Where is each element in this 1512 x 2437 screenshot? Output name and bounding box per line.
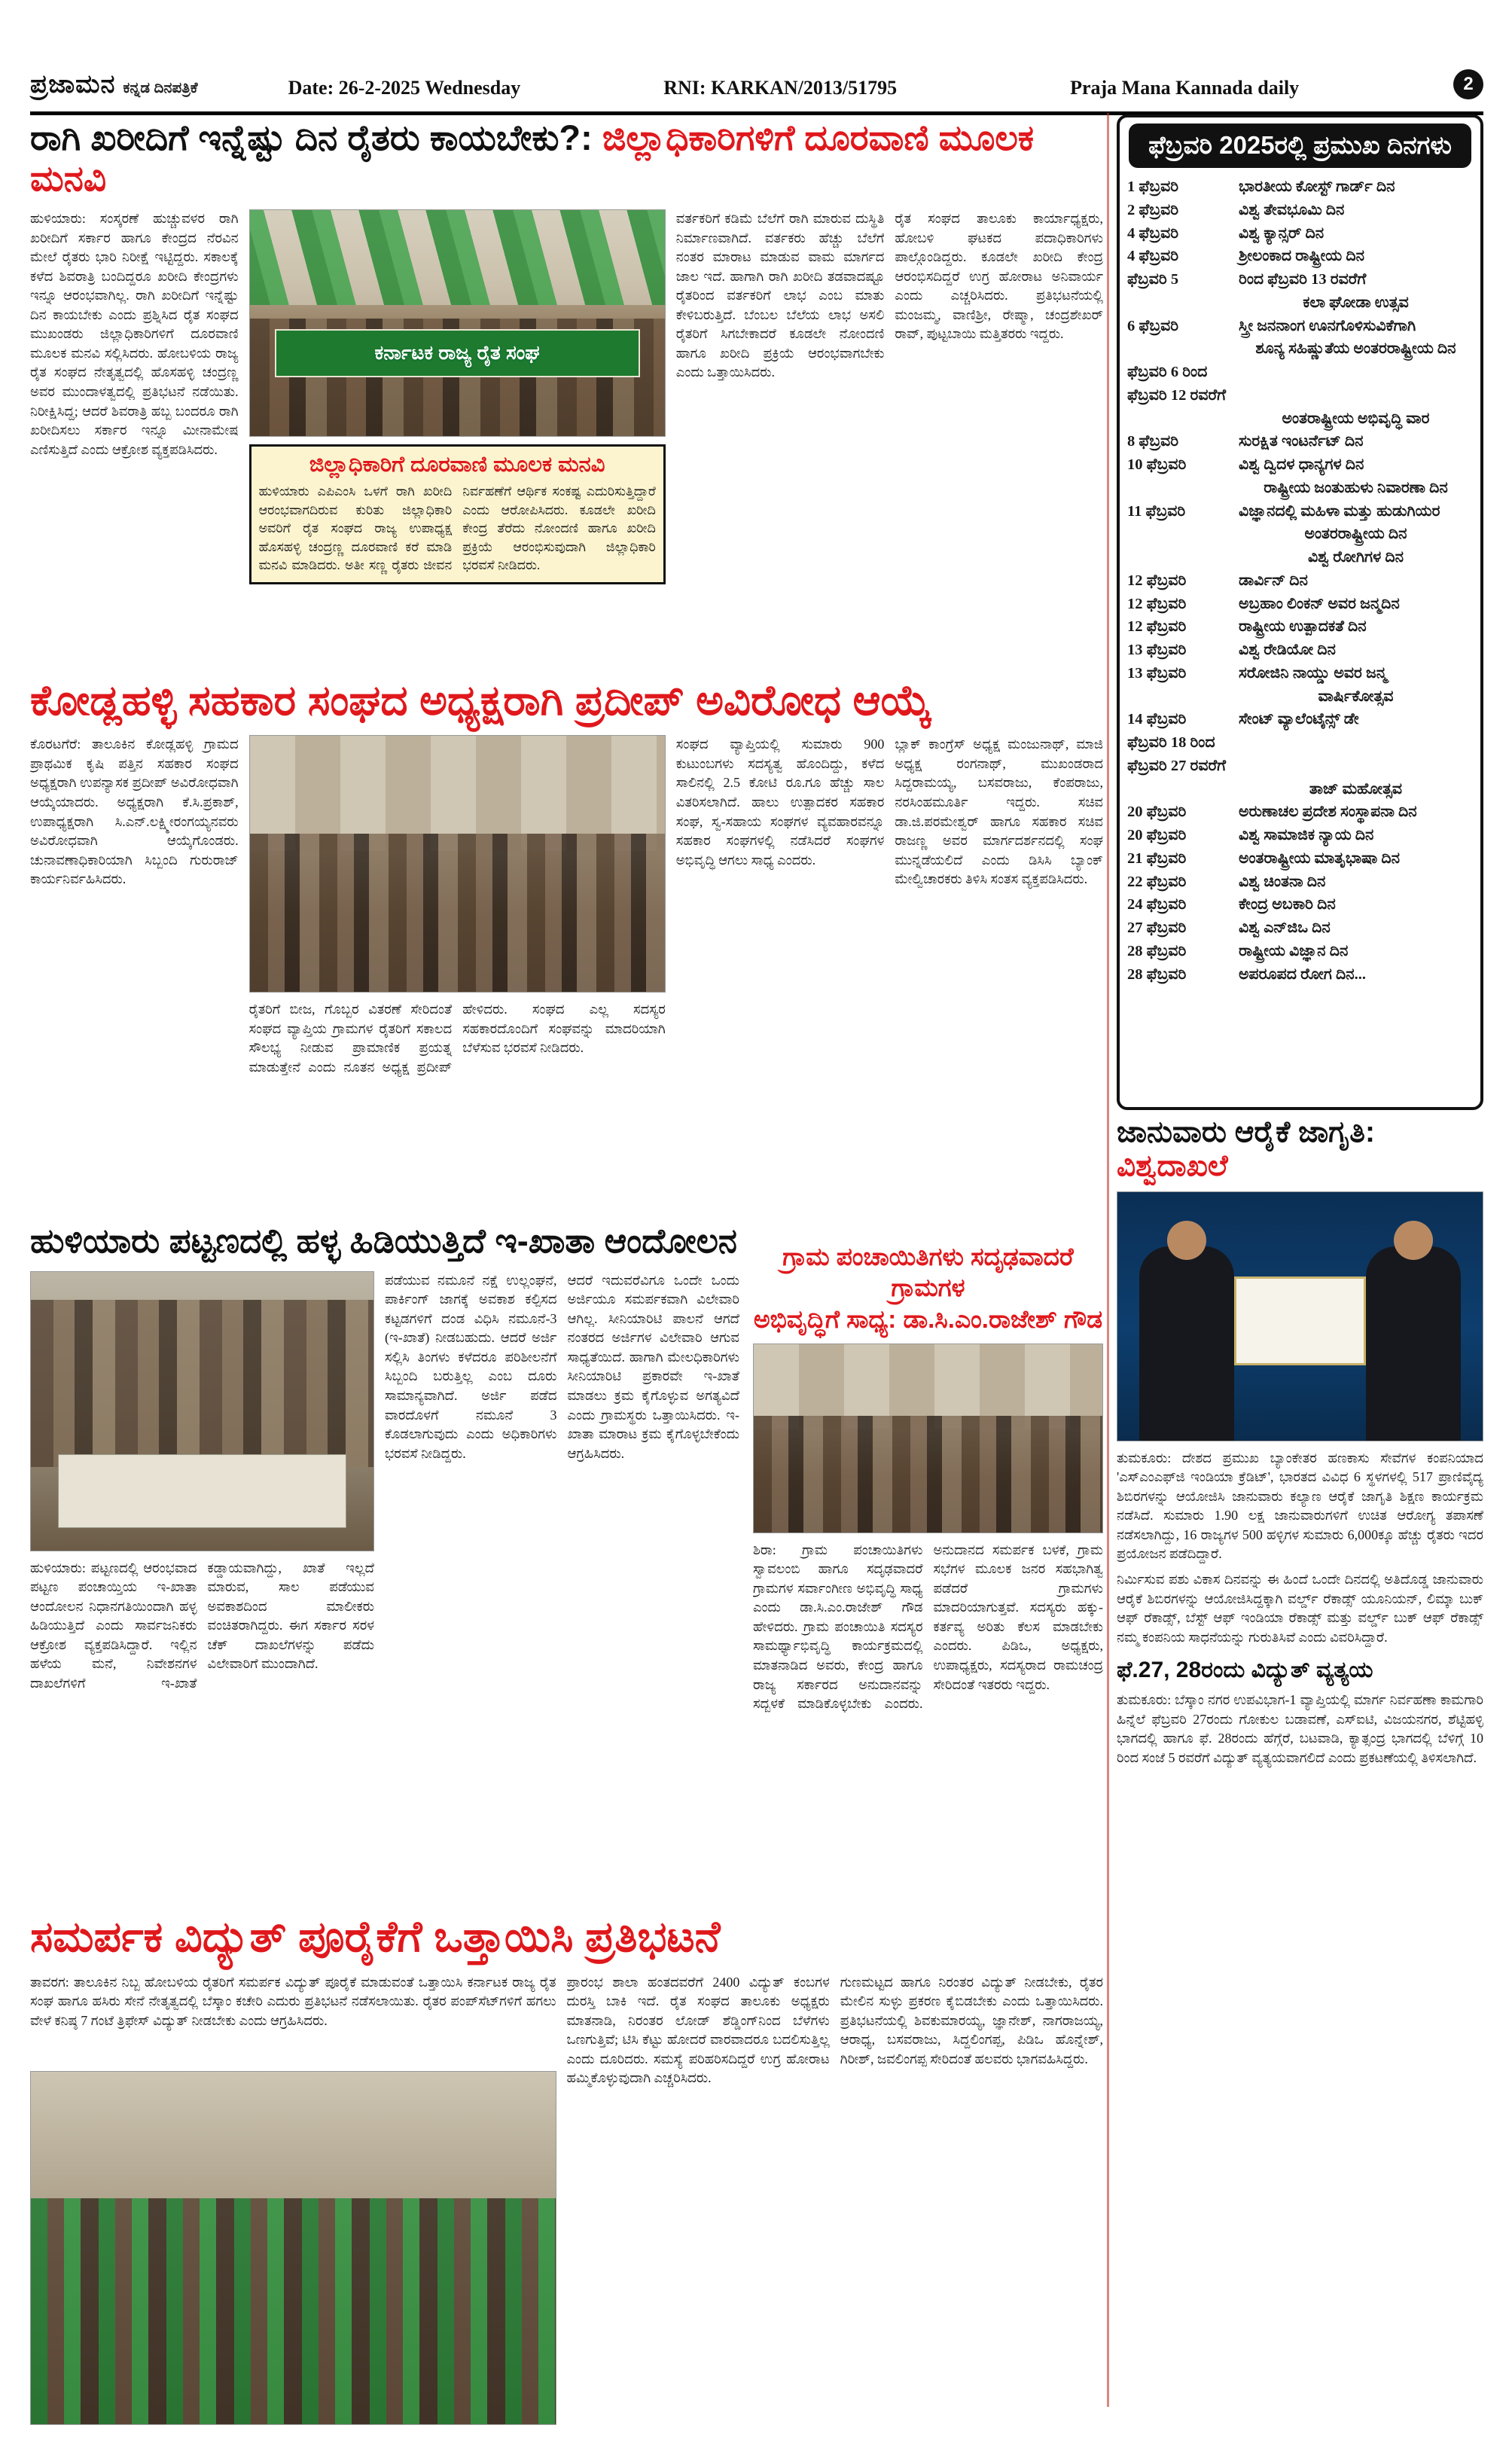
february-day-row (1127, 291, 1473, 315)
panchayat-members-photo (753, 1344, 1103, 1533)
day-event (1239, 361, 1473, 407)
day-event: ಶ್ರೀಲಂಕಾದ ರಾಷ್ಟ್ರೀಯ ದಿನ (1239, 248, 1364, 265)
day-date: 14 ಫೆಬ್ರವರಿ (1127, 711, 1187, 728)
february-day-row (1127, 801, 1473, 824)
day-date (1127, 685, 1239, 709)
day-event: ಅರುಣಾಚಲ ಪ್ರದೇಶ ಸಂಸ್ಥಾಪನಾ ದಿನ (1239, 804, 1417, 821)
day-event: ವಾರ್ಷಿಕೋತ್ಸವ (1318, 688, 1394, 705)
day-date: ಫೆಬ್ರವರಿ 6 ರಿಂದ ಫೆಬ್ರವರಿ 12 ರವರೆಗೆ (1127, 364, 1227, 404)
protest-photo (30, 2071, 556, 2425)
article-ragi-col3: ವರ್ತಕರಿಗೆ ಕಡಿಮೆ ಬೆಲೆಗೆ ರಾಗಿ ಮಾರುವ ದುಸ್ಥಿತಿ ನಿರ್ಮಾಣವಾಗಿದೆ. ವರ್ತಕರು ಹೆಚ್ಚು ಬೆಲೆಗೆ ನಂತರ ಮಾರಾಟ ಮಾಡುವ ವಾಮ ಮಾರ್ಗದ ಜಾಲ ಇದೆ. ಹಾಗಾಗಿ ರಾಗಿ ಖರೀದಿ ತಡವಾದಷ್ಟೂ ರೈತರಿಂದ ವರ್ತಕರಿಗೆ ಲಾಭ ಎಂಬ ಮಾತು ಕೇಳಿಬರುತ್ತಿದೆ. ಬೆಂಬಲ ಬೆಲೆಯ ಲಾಭ ಅಸಲಿ ರೈತರಿಗೆ ಸಿಗಬೇಕಾದರೆ ಕೂಡಲೇ ನೋಂದಣಿ ಹಾಗೂ ಖರೀದಿ ಪ್ರಕ್ರಿಯೆ ಆರಂಭವಾಗಬೇಕು ಎಂದು ಒತ್ತಾಯಿಸಿದರು. (675, 211, 885, 380)
february-day-row (1127, 940, 1473, 963)
day-event: ತಾಜ್ ಮಹೋತ್ಸವ (1309, 780, 1403, 798)
february-day-row (1127, 824, 1473, 847)
february-day-row (1127, 245, 1473, 268)
day-event: ಡಾರ್ವಿನ್ ದಿನ (1239, 572, 1308, 589)
article-kodlahalli-col4: ಬ್ಲಾಕ್ ಕಾಂಗ್ರೆಸ್ ಅಧ್ಯಕ್ಷ ಮಂಜುನಾಥ್, ಮಾಜಿ ಅಧ್ಯಕ್ಷ ರಂಗನಾಥ್, ಮುಖಂಡರಾದ ಸಿದ್ದರಾಮಯ್ಯ, ಬಸವರಾಜು, ಕೆಂಪರಾಜು, ನರಸಿಂಹಮೂರ್ತಿ ಇದ್ದರು. ಸಚಿವ ಡಾ.ಜಿ.ಪರಮೇಶ್ವರ್ ಹಾಗೂ ಸಹಕಾರ ಸಚಿವ ರಾಜಣ್ಣ ಅವರ ಮಾರ್ಗದರ್ಶನದಲ್ಲಿ ಸಂಘ ಮುನ್ನಡೆಯಲಿದೆ ಎಂದು ಡಿಸಿಸಿ ಬ್ಯಾಂಕ್ ಮೇಲ್ವಿಚಾರಕರು ತಿಳಿಸಿ ಸಂತಸ ವ್ಯಕ್ತಪಡಿಸಿದರು. (895, 737, 1103, 887)
article-vidyut-protest (30, 1913, 1103, 2425)
day-date: 8 ಫೆಬ್ರವರಿ (1127, 433, 1179, 450)
february-day-row (1127, 593, 1473, 616)
february-day-row (1127, 569, 1473, 593)
day-date: 28 ಫೆಬ್ರವರಿ (1127, 965, 1187, 983)
article-ragi-purchase (30, 117, 1103, 710)
manavi-box-text: ಹುಳಿಯಾರು ಎಪಿಎಂಸಿ ಒಳಗೆ ರಾಗಿ ಖರೀದಿ ಆರಂಭವಾಗದಿರುವ ಕುರಿತು ಜಿಲ್ಲಾಧಿಕಾರಿ ಅವರಿಗೆ ರೈತ ಸಂಘದ ರಾಜ್ಯ ಉಪಾಧ್ಯಕ್ಷ ಹೊಸಹಳ್ಳಿ ಚಂದ್ರಣ್ಣ ದೂರವಾಣಿ ಕರೆ ಮಾಡಿ ಮನವಿ ಮಾಡಿದರು. ಅತೀ ಸಣ್ಣ ರೈತರು ಜೀವನ ನಿರ್ವಹಣೆಗೆ ಆರ್ಥಿಕ ಸಂಕಷ್ಟ ಎದುರಿಸುತ್ತಿದ್ದಾರೆ ಎಂದು ಆರೋಪಿಸಿದರು. ಕೂಡಲೇ ಖರೀದಿ ಕೇಂದ್ರ ತೆರೆದು ನೋಂದಣಿ ಹಾಗೂ ಖರೀದಿ ಪ್ರಕ್ರಿಯೆ ಆರಂಭಿಸುವುದಾಗಿ ಜಿಲ್ಲಾಧಿಕಾರಿ ಭರವಸೆ ನೀಡಿದರು. (258, 483, 656, 573)
day-event: ಅಂತರಾಷ್ಟ್ರೀಯ ಮಾತೃಭಾಷಾ ದಿನ (1239, 849, 1401, 867)
february-days-list (1127, 175, 1473, 986)
page-number-badge: 2 (1453, 69, 1483, 99)
day-event: ವಿಶ್ವ ಚಿಂತನಾ ದಿನ (1239, 873, 1326, 890)
article-kodlahalli-midtext: ರೈತರಿಗೆ ಬೀಜ, ಗೊಬ್ಬರ ವಿತರಣೆ ಸೇರಿದಂತೆ ಸಂಘದ ವ್ಯಾಪ್ತಿಯ ಗ್ರಾಮಗಳ ರೈತರಿಗೆ ಸಕಾಲದ ಸೌಲಭ್ಯ ನೀಡುವ ಪ್ರಾಮಾಣಿಕ ಪ್ರಯತ್ನ ಮಾಡುತ್ತೇನೆ ಎಂದು ನೂತನ ಅಧ್ಯಕ್ಷ ಪ್ರದೀಪ್ ಹೇಳಿದರು. ಸಂಘದ ಎಲ್ಲ ಸದಸ್ಯರ ಸಹಕಾರದೊಂದಿಗೆ ಸಂಘವನ್ನು ಮಾದರಿಯಾಗಿ ಬೆಳೆಸುವ ಭರವಸೆ ನೀಡಿದರು. (248, 1002, 666, 1075)
february-day-row (1127, 337, 1473, 361)
february-day-row (1127, 546, 1473, 569)
article-ekhata (30, 1222, 739, 1890)
green-shawl-crowd-graphic (31, 2198, 556, 2424)
record-certificate-photo (1117, 1191, 1483, 1441)
article-ekhata-midtext: ಹುಳಿಯಾರು: ಪಟ್ಟಣದಲ್ಲಿ ಆರಂಭವಾದ ಪಟ್ಟಣ ಪಂಚಾಯ್ತಿಯ ಇ-ಖಾತಾ ಆಂದೋಲನ ನಿಧಾನಗತಿಯಿಂದಾಗಿ ಹಳ್ಳ ಹಿಡಿಯುತ್ತಿದೆ ಎಂದು ಸಾರ್ವಜನಿಕರು ಆಕ್ರೋಶ ವ್ಯಕ್ತಪಡಿಸಿದ್ದಾರೆ. ಇಲ್ಲಿನ ಹಳೆಯ ಮನೆ, ನಿವೇಶನಗಳ ದಾಖಲೆಗಳಿಗೆ ಇ-ಖಾತೆ ಕಡ್ಡಾಯವಾಗಿದ್ದು, ಖಾತೆ ಇಲ್ಲದೆ ಮಾರುವ, ಸಾಲ ಪಡೆಯುವ ಅವಕಾಶದಿಂದ ಮಾಲೀಕರು ವಂಚಿತರಾಗಿದ್ದರು. ಈಗ ಸರ್ಕಾರ ಸರಳ ಚೆಕ್ ದಾಖಲೆಗಳನ್ನು ಪಡೆದು ವಿಲೇವಾರಿಗೆ ಮುಂದಾಗಿದೆ. (30, 1560, 374, 1691)
day-date (1127, 778, 1239, 801)
day-date: 1 ಫೆಬ್ರವರಿ (1127, 178, 1179, 195)
article-world-record (1117, 1116, 1483, 1768)
rni-number: RNI: KARKAN/2013/51795 (663, 77, 898, 99)
february-day-row (1127, 175, 1473, 199)
article-vidyut-intro: ತಾವರಗ: ತಾಲೂಕಿನ ನಿಬ್ಬ ಹೋಬಳಿಯ ರೈತರಿಗೆ ಸಮರ್ಪಕ ವಿದ್ಯುತ್ ಪೂರೈಕೆ ಮಾಡುವಂತೆ ಒತ್ತಾಯಿಸಿ ಕರ್ನಾಟಕ ರಾಜ್ಯ ರೈತ ಸಂಘ ಹಾಗೂ ಹಸಿರು ಸೇನೆ ನೇತೃತ್ವದಲ್ಲಿ ಬೆಸ್ಕಾಂ ಕಚೇರಿ ಎದುರು ಪ್ರತಿಭಟನೆ ನಡೆಸಲಾಯಿತು. ರೈತರ ಪಂಪ್‌ಸೆಟ್‌ಗಳಿಗೆ ಹಗಲು ವೇಳೆ ಕನಿಷ್ಠ 7 ಗಂಟೆ ತ್ರಿಫೇಸ್ ವಿದ್ಯುತ್ ನೀಡಬೇಕು ಎಂದು ಆಗ್ರಹಿಸಿದರು. (30, 1974, 556, 2028)
day-event: ಭಾರತೀಯ ಕೋಸ್ಟ್ ಗಾರ್ಡ್ ದಿನ (1239, 178, 1395, 195)
day-event: ಸೇಂಟ್ ವ್ಯಾಲೆಂಟೈನ್ಸ್ ಡೇ (1239, 711, 1359, 728)
day-event: ಕೇಂದ್ರ ಅಬಕಾರಿ ದಿನ (1239, 896, 1336, 913)
february-day-row (1127, 523, 1473, 546)
day-event: ವಿಶ್ವ ರೇಡಿಯೋ ದಿನ (1239, 642, 1336, 658)
day-event: ಅಪರೂಪದ ರೋಗ ದಿನ... (1239, 965, 1366, 983)
february-day-row (1127, 268, 1473, 291)
members-graphic (754, 1416, 1102, 1533)
article-ekhata-headline: ಹುಳಿಯಾರು ಪಟ್ಟಣದಲ್ಲಿ ಹಳ್ಳ ಹಿಡಿಯುತ್ತಿದೆ ಇ-ಖಾತಾ ಆಂದೋಲನ (30, 1222, 737, 1260)
day-date: 12 ಫೆಬ್ರವರಿ (1127, 595, 1187, 612)
manavi-box (249, 444, 666, 584)
day-event: ವಿಶ್ವ ತೇವಭೂಮಿ ದಿನ (1239, 201, 1345, 218)
february-day-row (1127, 685, 1473, 709)
february-day-row (1127, 731, 1473, 778)
newspaper-logo (30, 70, 198, 99)
february-day-row (1127, 639, 1473, 662)
power-cut-subheadline: ಫೆ.27, 28ರಂದು ವಿದ್ಯುತ್ ವ್ಯತ್ಯಯ (1117, 1658, 1373, 1683)
day-event: ರಿಂದ ಫೆಬ್ರವರಿ 13 ರವರೆಗೆ (1239, 271, 1367, 288)
day-date: 13 ಫೆಬ್ರವರಿ (1127, 642, 1187, 658)
day-date: 12 ಫೆಬ್ರವರಿ (1127, 618, 1187, 636)
day-event: ವಿಶ್ವ ಕ್ಯಾನ್ಸರ್ ದಿನ (1239, 224, 1325, 242)
coop-group-photo (249, 735, 666, 993)
article-kodlahalli-col1: ಕೊರಟಗೆರೆ: ತಾಲೂಕಿನ ಕೋಡ್ಲಹಳ್ಳಿ ಗ್ರಾಮದ ಪ್ರಾಥಮಿಕ ಕೃಷಿ ಪತ್ತಿನ ಸಹಕಾರ ಸಂಘದ ಅಧ್ಯಕ್ಷರಾಗಿ ಉಪನ್ಯಾಸಕ ಪ್ರದೀಪ್ ಅವಿರೋಧವಾಗಿ ಆಯ್ಕೆಯಾದರು. ಅಧ್ಯಕ್ಷರಾಗಿ ಕೆ.ಸಿ.ಪ್ರಕಾಶ್, ಉಪಾಧ್ಯಕ್ಷರಾಗಿ ಸಿ.ಎನ್.ಲಕ್ಷ್ಮೀರಂಗಯ್ಯನವರು ಅವಿರೋಧವಾಗಿ ಆಯ್ಕೆಗೊಂಡರು. ಚುನಾವಣಾಧಿಕಾರಿಯಾಗಿ ಸಿಬ್ಬಂದಿ ಗುರುರಾಜ್ ಕಾರ್ಯನಿರ್ವಹಿಸಿದರು. (30, 737, 239, 887)
day-event: ಅಬ್ರಹಾಂ ಲಿಂಕನ್ ಅವರ ಜನ್ಮದಿನ (1239, 595, 1400, 612)
executive-left-graphic (1139, 1246, 1234, 1440)
article-ragi-headline: ರಾಗಿ ಖರೀದಿಗೆ ಇನ್ನೆಷ್ಟು ದಿನ ರೈತರು ಕಾಯಬೇಕು?: ಜಿಲ್ಲಾಧಿಕಾರಿಗಳಿಗೆ ದೂರವಾಣಿ ಮೂಲಕ ಮನವಿ (30, 117, 1034, 199)
day-date: 10 ಫೆಬ್ರವರಿ (1127, 456, 1187, 473)
certificate-graphic (1234, 1276, 1366, 1365)
article-ekhata-col3: ಆದರೆ ಇದುವರೆವಿಗೂ ಒಂದೇ ಒಂದು ಅರ್ಜಿಯೂ ಸಮರ್ಪಕವಾಗಿ ವಿಲೇವಾರಿ ಆಗಿಲ್ಲ. ಸೀನಿಯಾರಿಟಿ ಪಾಲನೆ ಆಗದೆ ನಂತರದ ಅರ್ಜಿಗಳ ವಿಲೇವಾರಿ ಆಗುವ ಸಾಧ್ಯತೆಯಿದೆ. ಹಾಗಾಗಿ ಮೇಲಧಿಕಾರಿಗಳು ಸೀನಿಯಾರಿಟಿ ಪ್ರಕಾರವೇ ಇ-ಖಾತೆ ಮಾಡಲು ಕ್ರಮ ಕೈಗೊಳ್ಳುವ ಅಗತ್ಯವಿದೆ ಎಂದು ಗ್ರಾಮಸ್ಥರು ಒತ್ತಾಯಿಸಿದರು. ಇ-ಖಾತಾ ಮಾರಾಟ ಕ್ರಮ ಕೈಗೊಳ್ಳಬೇಕೆಂದು ಆಗ್ರಹಿಸಿದರು. (567, 1272, 739, 1461)
documents-table-graphic (58, 1454, 346, 1528)
green-flags-graphic (250, 210, 665, 305)
article-kodlahalli-col3: ಸಂಘದ ವ್ಯಾಪ್ತಿಯಲ್ಲಿ ಸುಮಾರು 900 ಕುಟುಂಬಗಳು ಸದಸ್ಯತ್ವ ಹೊಂದಿದ್ದು, ಕಳೆದ ಸಾಲಿನಲ್ಲಿ 2.5 ಕೋಟಿ ರೂ.ಗೂ ಹೆಚ್ಚು ಸಾಲ ವಿತರಿಸಲಾಗಿದೆ. ಹಾಲು ಉತ್ಪಾದಕರ ಸಹಕಾರ ಸಂಘ, ಸ್ವ-ಸಹಾಯ ಸಂಘಗಳ ವ್ಯವಹಾರವನ್ನೂ ಸಹಕಾರ ಸಂಘಗಳಲ್ಲಿ ನಡೆಸಿದರೆ ಸಂಘಗಳ ಅಭಿವೃದ್ಧಿ ಆಗಲು ಸಾಧ್ಯ ಎಂದರು. (675, 737, 885, 868)
article-ekhata-col2: ಪಡೆಯುವ ನಮೂನೆ ನಕ್ಷೆ ಉಲ್ಲಂಘನೆ, ಪಾರ್ಕಿಂಗ್ ಜಾಗಕ್ಕೆ ಅವಕಾಶ ಕಲ್ಪಿಸದ ಕಟ್ಟಡಗಳಿಗೆ ದಂಡ ವಿಧಿಸಿ ನಮೂನೆ-3 (ಇ-ಖಾತೆ) ನೀಡಬಹುದು. ಆದರೆ ಅರ್ಜಿ ಸಲ್ಲಿಸಿ ತಿಂಗಳು ಕಳೆದರೂ ಪರಿಶೀಲನೆಗೆ ಸಿಬ್ಬಂದಿ ಬರುತ್ತಿಲ್ಲ ಎಂಬ ದೂರು ಸಾಮಾನ್ಯವಾಗಿದೆ. ಅರ್ಜಿ ಪಡೆದ ವಾರದೊಳಗೆ ನಮೂನೆ 3 ಕೊಡಲಾಗುವುದು ಎಂದು ಅಧಿಕಾರಿಗಳು ಭರವಸೆ ನೀಡಿದ್ದರು. (385, 1272, 557, 1461)
day-event: ಸರೋಜಿನಿ ನಾಯ್ಡು ಅವರ ಜನ್ಮ (1239, 664, 1387, 682)
february-day-row (1127, 453, 1473, 477)
day-date (1127, 477, 1239, 500)
article-ragi-col4: ರೈತ ಸಂಘದ ತಾಲೂಕು ಕಾರ್ಯಾಧ್ಯಕ್ಷರು, ಹೋಬಳಿ ಘಟಕದ ಪದಾಧಿಕಾರಿಗಳು ಪಾಲ್ಗೊಂಡಿದ್ದರು. ಕೂಡಲೇ ಖರೀದಿ ಕೇಂದ್ರ ಆರಂಭಿಸದಿದ್ದರೆ ಉಗ್ರ ಹೋರಾಟ ಅನಿವಾರ್ಯ ಎಂದು ಎಚ್ಚರಿಸಿದರು. ಪ್ರತಿಭಟನೆಯಲ್ಲಿ ಮಂಜಮ್ಮ, ವಾಣಿಶ್ರೀ, ರೇಷ್ಮಾ, ಚಂದ್ರಶೇಖರ್ ರಾವ್, ಪುಟ್ಟಬಾಯಿ ಮತ್ತಿತರರು ಇದ್ದರು. (895, 211, 1103, 342)
raitha-sangha-banner: ಕರ್ನಾಟಕ ರಾಜ್ಯ ರೈತ ಸಂಘ (275, 329, 640, 377)
february-day-row (1127, 430, 1473, 453)
day-date (1127, 291, 1239, 315)
logo-kannada: ಪ್ರಜಾಮನ (30, 70, 116, 99)
february-day-row (1127, 708, 1473, 731)
manavi-box-title: ಜಿಲ್ಲಾಧಿಕಾರಿಗೆ ದೂರವಾಣಿ ಮೂಲಕ ಮನವಿ (309, 453, 605, 477)
february-day-row (1127, 662, 1473, 685)
february-day-row (1127, 893, 1473, 917)
day-event: ರಾಷ್ಟ್ರೀಯ ಜಂತುಹುಳು ನಿವಾರಣಾ ದಿನ (1264, 479, 1448, 496)
ekhata-signing-photo (30, 1271, 374, 1551)
article-vidyut-headline: ಸಮರ್ಪಕ ವಿದ್ಯುತ್ ಪೂರೈಕೆಗೆ ಒತ್ತಾಯಿಸಿ ಪ್ರತಿಭಟನೆ (30, 1913, 721, 1961)
article-record-para2: ನಿರ್ಮಿಸುವ ಪಶು ವಿಕಾಸ ದಿನವನ್ನು ಈ ಹಿಂದೆ ಒಂದೇ ದಿನದಲ್ಲಿ ಅತಿದೊಡ್ಡ ಜಾನುವಾರು ಆರೈಕೆ ಶಿಬಿರಗಳನ್ನು ಆಯೋಜಿಸಿದ್ದಕ್ಕಾಗಿ ವರ್ಲ್ಡ್ ರೆಕಾಡ್ಸ್ ಯೂನಿಯನ್, ಲಿಮ್ಕಾ ಬುಕ್ ಆಫ್ ರೆಕಾಡ್ಸ್, ಬೆಸ್ಟ್ ಆಫ್ ಇಂಡಿಯಾ ರೆಕಾಡ್ಸ್ ಮತ್ತು ವರ್ಲ್ಡ್ ಬುಕ್ ಆಫ್ ರೆಕಾಡ್ಸ್ ನಮ್ಮ ಕಂಪನಿಯ ಸಾಧನೆಯನ್ನು ಗುರುತಿಸಿವೆ ಎಂದು ವಿವರಿಸಿದ್ದಾರೆ. (1117, 1571, 1483, 1645)
masthead-english: Praja Mana Kannada daily (1070, 77, 1300, 99)
february-day-row (1127, 500, 1473, 523)
february-day-row (1127, 847, 1473, 871)
day-date: ಫೆಬ್ರವರಿ 5 (1127, 271, 1179, 288)
day-event: ವಿಶ್ವ ಎನ್‌ಜಿಒ ದಿನ (1239, 920, 1331, 936)
day-event: ಅಂತರಾಷ್ಟ್ರೀಯ ಅಭಿವೃದ್ಧಿ ವಾರ (1282, 410, 1430, 427)
february-days-box (1117, 114, 1483, 1110)
day-date: 24 ಫೆಬ್ರವರಿ (1127, 896, 1187, 913)
day-date: 2 ಫೆಬ್ರವರಿ (1127, 201, 1179, 218)
executive-right-graphic (1366, 1246, 1461, 1440)
article-kodlahalli-headline: ಕೋಡ್ಲಹಳ್ಳಿ ಸಹಕಾರ ಸಂಘದ ಅಧ್ಯಕ್ಷರಾಗಿ ಪ್ರದೀಪ್ ಅವಿರೋಧ ಆಯ್ಕೆ (30, 676, 932, 724)
february-day-row (1127, 871, 1473, 894)
day-date: 22 ಫೆಬ್ರವರಿ (1127, 873, 1187, 890)
day-event: ರಾಷ್ಟ್ರೀಯ ವಿಜ್ಞಾನ ದಿನ (1239, 942, 1349, 959)
day-date: ಫೆಬ್ರವರಿ 18 ರಿಂದ ಫೆಬ್ರವರಿ 27 ರವರೆಗೆ (1127, 734, 1227, 774)
day-date: 20 ಫೆಬ್ರವರಿ (1127, 827, 1187, 843)
day-event: ರಾಷ್ಟ್ರೀಯ ಉತ್ಪಾದಕತೆ ದಿನ (1239, 618, 1367, 636)
article-record-para1: ತುಮಕೂರು: ದೇಶದ ಪ್ರಮುಖ ಬ್ಯಾಂಕೇತರ ಹಣಕಾಸು ಸೇವೆಗಳ ಕಂಪನಿಯಾದ 'ಎಸ್‌ಎಂಎಫ್‌ಜಿ ಇಂಡಿಯಾ ಕ್ರೆಡಿಟ್', ಭಾರತದ ವಿವಿಧ 6 ಸ್ಥಳಗಳಲ್ಲಿ 517 ಪ್ರಾಣಿವೈದ್ಯ ಶಿಬಿರಗಳನ್ನು ಆಯೋಜಿಸಿ ಜಾನುವಾರು ಕಲ್ಯಾಣ ಆರೈಕೆ ಜಾಗೃತಿ ಶಿಕ್ಷಣ ಕಾರ್ಯಕ್ರಮ ನಡೆಸಿದೆ. ಸುಮಾರು 1.90 ಲಕ್ಷ ಜಾನುವಾರುಗಳಿಗೆ ಉಚಿತ ಆರೋಗ್ಯ ತಪಾಸಣೆ ನಡೆಸಲಾಗಿದ್ದು, 16 ರಾಜ್ಯಗಳ 500 ಹಳ್ಳಿಗಳ ಸುಮಾರು 6,000ಕ್ಕೂ ಹೆಚ್ಚು ರೈತರು ಇದರ ಪ್ರಯೋಜನ ಪಡೆದಿದ್ದಾರೆ. (1117, 1450, 1483, 1562)
february-day-row (1127, 917, 1473, 940)
day-event: ವಿಶ್ವ ಸಾಮಾಜಿಕ ನ್ಯಾಯ ದಿನ (1239, 827, 1374, 843)
group-people-graphic (250, 834, 665, 993)
article-grama-headline: ಗ್ರಾಮ ಪಂಚಾಯಿತಿಗಳು ಸದೃಢವಾದರೆ ಗ್ರಾಮಗಳ ಅಭಿವೃದ್ಧಿಗೆ ಸಾಧ್ಯ: ಡಾ.ಸಿ.ಎಂ.ರಾಜೇಶ್ ಗೌಡ (753, 1243, 1103, 1333)
day-event: ವಿಶ್ವ ರೋಗಿಗಳ ದಿನ (1307, 549, 1404, 566)
day-date: 4 ಫೆಬ್ರವರಿ (1127, 248, 1179, 265)
farmers-protest-photo (249, 209, 666, 437)
day-date: 28 ಫೆಬ್ರವರಿ (1127, 942, 1187, 959)
february-day-row (1127, 315, 1473, 338)
day-date: 4 ಫೆಬ್ರವರಿ (1127, 224, 1179, 242)
residents-graphic (31, 1300, 373, 1467)
day-date: 11 ಫೆಬ್ರವರಿ (1127, 502, 1186, 520)
day-date (1127, 337, 1239, 361)
day-date: 21 ಫೆಬ್ರವರಿ (1127, 849, 1187, 867)
day-date (1127, 523, 1239, 546)
february-day-row (1127, 222, 1473, 246)
article-vidyut-col4: ಗುಣಮಟ್ಟದ ಹಾಗೂ ನಿರಂತರ ವಿದ್ಯುತ್ ನೀಡಬೇಕು, ರೈತರ ಮೇಲಿನ ಸುಳ್ಳು ಪ್ರಕರಣ ಕೈಬಿಡಬೇಕು ಎಂದು ಒತ್ತಾಯಿಸಿದರು. ಪ್ರತಿಭಟನೆಯಲ್ಲಿ ಶಿವಕುಮಾರಯ್ಯ, ಜ್ಞಾನೇಶ್, ನಾಗರಾಜಯ್ಯ, ಆರಾಧ್ಯ, ಬಸವರಾಜು, ಸಿದ್ದಲಿಂಗಪ್ಪ, ಪಿಡಿಒ ಹೊನ್ನೇಶ್, ಗಿರೀಶ್, ಜವಲಿಂಗಪ್ಪ ಸೇರಿದಂತೆ ಹಲವರು ಭಾಗವಹಿಸಿದ್ದರು. (840, 1974, 1103, 2066)
day-event: ಶೂನ್ಯ ಸಹಿಷ್ಣುತೆಯ ಅಂತರರಾಷ್ಟ್ರೀಯ ದಿನ (1255, 340, 1456, 358)
day-event: ವಿಶ್ವ ದ್ವಿದಳ ಧಾನ್ಯಗಳ ದಿನ (1239, 456, 1364, 473)
february-day-row (1127, 407, 1473, 431)
article-ragi-col1: ಹುಳಿಯಾರು: ಸಂಸ್ಕರಣೆ ಹುಚ್ಚುವಳರ ರಾಗಿ ಖರೀದಿಗೆ ಸರ್ಕಾರ ಹಾಗೂ ಕೇಂದ್ರದ ನೆರವಿನ ಮೇಲೆ ರೈತರು ಭಾರಿ ನಿರೀಕ್ಷೆ ಇಟ್ಟಿದ್ದರು. ಸಕಾಲಕ್ಕೆ ಕಳೆದ ಶಿವರಾತ್ರಿ ಬಂದಿದ್ದರೂ ಖರೀದಿ ಕೇಂದ್ರಗಳು ಇನ್ನೂ ಆರಂಭವಾಗಿಲ್ಲ. ರಾಗಿ ಖರೀದಿಗೆ ಇನ್ನೆಷ್ಟು ದಿನ ಕಾಯಬೇಕು ಎಂದು ಪ್ರಶ್ನಿಸಿದ ರೈತ ಸಂಘದ ಮುಖಂಡರು ಜಿಲ್ಲಾಧಿಕಾರಿಗಳಿಗೆ ದೂರವಾಣಿ ಮೂಲಕ ಮನವಿ ಸಲ್ಲಿಸಿದರು. ಹೋಬಳಿಯ ರಾಜ್ಯ ರೈತ ಸಂಘದ ನೇತೃತ್ವದಲ್ಲಿ ಹೊಸಹಳ್ಳಿ ಚಂದ್ರಣ್ಣ ಅವರ ಮುಂದಾಳತ್ವದಲ್ಲಿ ಪ್ರತಿಭಟನೆ ನಡೆಯಿತು. ನಿರೀಕ್ಷಿಸಿದ್ದ; ಆದರೆ ಶಿವರಾತ್ರಿ ಹಬ್ಬ ಬಂದರೂ ರಾಗಿ ಖರೀದಿಸಲು ಸರ್ಕಾರ ಇನ್ನೂ ಮೀನಾಮೇಷ ಎಣಿಸುತ್ತಿದೆ ಎಂದು ಆಕ್ರೋಶ ವ್ಯಕ್ತಪಡಿಸಿದರು. (30, 211, 239, 457)
day-event: ಅಂತರರಾಷ್ಟ್ರೀಯ ದಿನ (1304, 526, 1407, 543)
power-cut-text: ತುಮಕೂರು: ಬೆಸ್ಕಾಂ ನಗರ ಉಪವಿಭಾಗ-1 ವ್ಯಾಪ್ತಿಯಲ್ಲಿ ಮಾರ್ಗ ನಿರ್ವಹಣಾ ಕಾಮಗಾರಿ ಹಿನ್ನೆಲೆ ಫೆಬ್ರವರಿ 27ರಂದು ಗೋಕುಲ ಬಡಾವಣೆ, ಎಸ್‌ಐಟಿ, ವಿಜಯನಗರ, ಶೆಟ್ಟಿಹಳ್ಳಿ ಭಾಗದಲ್ಲಿ ಹಾಗೂ ಫೆ. 28ರಂದು ಹೆಗ್ಗೆರೆ, ಬಟವಾಡಿ, ಕ್ಯಾತ್ಸಂದ್ರ ಭಾಗದಲ್ಲಿ ಬೆಳಿಗ್ಗೆ 10 ರಿಂದ ಸಂಜೆ 5 ರವರೆಗೆ ವಿದ್ಯುತ್ ವ್ಯತ್ಯಯವಾಗಲಿದೆ ಎಂದು ಪ್ರಕಟಣೆಯಲ್ಲಿ ತಿಳಿಸಲಾಗಿದೆ. (1117, 1692, 1483, 1765)
february-day-row (1127, 199, 1473, 222)
day-date: 20 ಫೆಬ್ರವರಿ (1127, 804, 1187, 821)
day-date: 13 ಫೆಬ್ರವರಿ (1127, 664, 1187, 682)
february-days-title: ಫೆಬ್ರವರಿ 2025ರಲ್ಲಿ ಪ್ರಮುಖ ದಿನಗಳು (1129, 124, 1471, 168)
issue-date: Date: 26-2-2025 Wednesday (288, 77, 521, 99)
day-date (1127, 407, 1239, 431)
article-kodlahalli-coop (30, 676, 1103, 1202)
page-header (30, 69, 1483, 99)
february-day-row (1127, 963, 1473, 987)
day-event: ಸುರಕ್ಷಿತ ಇಂಟರ್ನೆಟ್ ದಿನ (1239, 433, 1364, 450)
article-record-headline: ಜಾನುವಾರು ಆರೈಕೆ ಜಾಗೃತಿ: ವಿಶ್ವದಾಖಲೆ (1117, 1116, 1375, 1182)
day-date: 6 ಫೆಬ್ರವರಿ (1127, 317, 1179, 334)
day-event: ಕಲಾ ಘೋಡಾ ಉತ್ಸವ (1303, 294, 1409, 311)
logo-subtitle: ಕನ್ನಡ ದಿನಪತ್ರಿಕೆ (123, 80, 198, 96)
day-date (1127, 546, 1239, 569)
article-grama-panchayat (753, 1241, 1103, 1932)
day-event (1239, 731, 1473, 778)
february-day-row (1127, 615, 1473, 639)
day-date: 27 ಫೆಬ್ರವರಿ (1127, 920, 1187, 936)
day-event: ವಿಜ್ಞಾನದಲ್ಲಿ ಮಹಿಳಾ ಮತ್ತು ಹುಡುಗಿಯರ (1239, 502, 1440, 520)
day-date: 12 ಫೆಬ್ರವರಿ (1127, 572, 1187, 589)
day-event: ಸ್ತ್ರೀ ಜನನಾಂಗ ಊನಗೊಳಿಸುವಿಕೆಗಾಗಿ (1239, 317, 1416, 334)
right-column-divider (1107, 113, 1109, 2407)
february-day-row (1127, 778, 1473, 801)
article-grama-text: ಶಿರಾ: ಗ್ರಾಮ ಪಂಚಾಯಿತಿಗಳು ಸ್ವಾವಲಂಬಿ ಹಾಗೂ ಸದೃಢವಾದರೆ ಗ್ರಾಮಗಳ ಸರ್ವಾಂಗೀಣ ಅಭಿವೃದ್ಧಿ ಸಾಧ್ಯ ಎಂದು ಡಾ.ಸಿ.ಎಂ.ರಾಜೇಶ್ ಗೌಡ ಹೇಳಿದರು. ಗ್ರಾಮ ಪಂಚಾಯಿತಿ ಸದಸ್ಯರ ಸಾಮರ್ಥ್ಯಾಭಿವೃದ್ಧಿ ಕಾರ್ಯಕ್ರಮದಲ್ಲಿ ಮಾತನಾಡಿದ ಅವರು, ಕೇಂದ್ರ ಹಾಗೂ ರಾಜ್ಯ ಸರ್ಕಾರದ ಅನುದಾನವನ್ನು ಸದ್ಬಳಕೆ ಮಾಡಿಕೊಳ್ಳಬೇಕು ಎಂದರು. ಅನುದಾನದ ಸಮರ್ಪಕ ಬಳಕೆ, ಗ್ರಾಮ ಸಭೆಗಳ ಮೂಲಕ ಜನರ ಸಹಭಾಗಿತ್ವ ಪಡೆದರೆ ಗ್ರಾಮಗಳು ಮಾದರಿಯಾಗುತ್ತವೆ. ಸದಸ್ಯರು ಹಕ್ಕು-ಕರ್ತವ್ಯ ಅರಿತು ಕೆಲಸ ಮಾಡಬೇಕು ಎಂದರು. ಪಿಡಿಒ, ಅಧ್ಯಕ್ಷರು, ಉಪಾಧ್ಯಕ್ಷರು, ಸದಸ್ಯರಾದ ರಾಮಚಂದ್ರ ಸೇರಿದಂತೆ ಇತರರು ಇದ್ದರು. (753, 1542, 1103, 1712)
february-day-row (1127, 477, 1473, 500)
february-day-row (1127, 361, 1473, 407)
article-vidyut-col3: ಪ್ರಾರಂಭ ಶಾಲಾ ಹಂತದವರೆಗೆ 2400 ವಿದ್ಯುತ್ ಕಂಬಗಳ ದುರಸ್ತಿ ಬಾಕಿ ಇದೆ. ರೈತ ಸಂಘದ ತಾಲೂಕು ಅಧ್ಯಕ್ಷರು ಮಾತನಾಡಿ, ನಿರಂತರ ಲೋಡ್ ಶೆಡ್ಡಿಂಗ್‌ನಿಂದ ಬೆಳೆಗಳು ಒಣಗುತ್ತಿವೆ; ಟಿಸಿ ಕೆಟ್ಟು ಹೋದರೆ ವಾರವಾದರೂ ಬದಲಿಸುತ್ತಿಲ್ಲ ಎಂದು ದೂರಿದರು. ಸಮಸ್ಯೆ ಪರಿಹರಿಸದಿದ್ದರೆ ಉಗ್ರ ಹೋರಾಟ ಹಮ್ಮಿಕೊಳ್ಳುವುದಾಗಿ ಎಚ್ಚರಿಸಿದರು. (566, 1974, 830, 2086)
